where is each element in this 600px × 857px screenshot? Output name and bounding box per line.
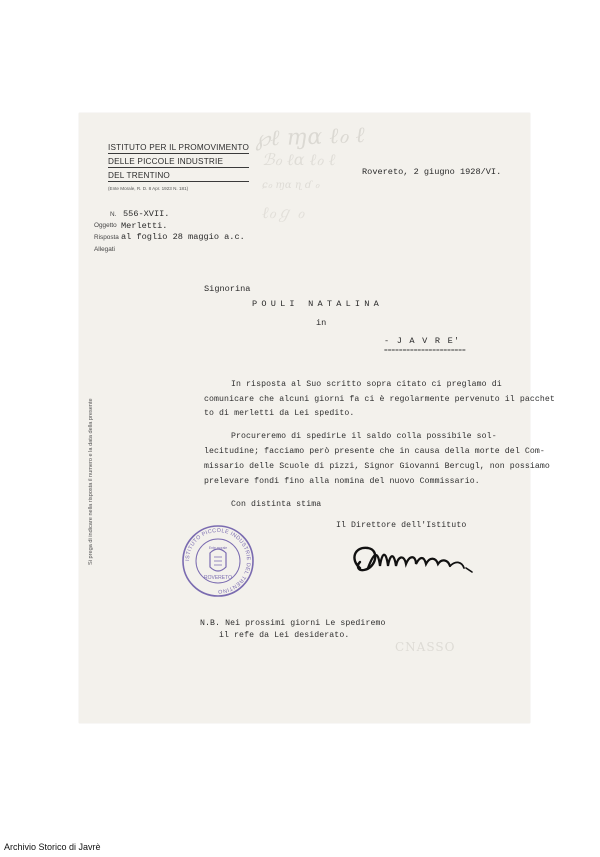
number-label: N. bbox=[110, 211, 117, 218]
bleed-through-handwriting: ℬℴ ℓɑ ℓℴ ℓ bbox=[262, 150, 336, 169]
body-line: Procureremo di spedirLe il saldo colla possibile sol- bbox=[231, 432, 497, 441]
letterhead-legal-note: (Ente Morale, R. D. 8 Apr. 1923 N. 181) bbox=[108, 186, 189, 191]
stamp-ring-text: ISTITUTO PICCOLE INDUSTRIE DEL TRENTINO bbox=[184, 527, 252, 595]
director-signature bbox=[346, 538, 476, 584]
reply-value: al foglio 28 maggio a.c. bbox=[121, 232, 245, 242]
bleed-through-text: CNASSO bbox=[395, 640, 456, 654]
letterhead-line-2: DELLE PICCOLE INDUSTRIE bbox=[108, 157, 249, 168]
nb-line: N.B. Nei prossimi giorni Le spediremo bbox=[200, 619, 386, 628]
body-line: lecitudine; facciamo però presente che in causa della morte del Com- bbox=[204, 447, 545, 456]
body-line: prelevare fondi fino alla nomina del nuovo Commissario. bbox=[204, 477, 480, 486]
signatory-title: Il Direttore dell'Istituto bbox=[336, 521, 467, 530]
body-line: missario delle Scuole di pizzi, Signor Giovanni Bercugl, non possiamo bbox=[204, 462, 550, 471]
bleed-through-handwriting: ℘ℓ ɱα ℓℴ ℓ bbox=[254, 123, 366, 152]
reply-label: Risposta bbox=[94, 234, 119, 241]
body-line: In risposta al Suo scritto sopra citato ci preglamo di bbox=[231, 380, 502, 389]
body-line: to di merletti da Lei spedito. bbox=[204, 409, 355, 418]
recipient-preposition: in bbox=[316, 318, 327, 328]
place-date: Rovereto, 2 giugno 1928/VI. bbox=[362, 167, 502, 177]
attachments-label: Allegati bbox=[94, 246, 115, 253]
letterhead-line-1: ISTITUTO PER IL PROMOVIMENTO bbox=[108, 143, 250, 152]
official-stamp bbox=[180, 523, 256, 599]
stamp-center-text: ROVERETO bbox=[204, 575, 232, 581]
bleed-through-handwriting: ɕℴ ɱɑ ɳ ɗ ℴ bbox=[262, 180, 320, 191]
subject-label: Oggetto bbox=[94, 222, 117, 229]
body-line: Con distinta stima bbox=[231, 500, 322, 509]
letterhead-line-3: DEL TRENTINO bbox=[108, 171, 249, 182]
recipient-name: POULI NATALINA bbox=[252, 299, 383, 309]
body-line: comunicare che alcuni giorni fa ci è regolarmente pervenuto il pacchet bbox=[204, 395, 555, 404]
side-note: Si prega di indicare nella risposta il numero e la data della presente bbox=[88, 398, 94, 565]
recipient-place: - J A V R E' bbox=[384, 336, 461, 346]
recipient-place-underline: ====================== bbox=[384, 347, 466, 354]
letterhead bbox=[108, 143, 249, 185]
salutation: Signorina bbox=[204, 284, 251, 294]
number-value: 556-XVII. bbox=[123, 209, 170, 219]
bleed-through-handwriting: ℓℴℊ ℴ bbox=[262, 203, 305, 222]
nb-line: il refe da Lei desiderato. bbox=[219, 631, 350, 640]
subject-value: Merletti. bbox=[121, 221, 168, 231]
archive-footer: Archivio Storico di Javrè bbox=[4, 842, 101, 852]
stamp-small-text: Ente morale bbox=[208, 546, 228, 550]
